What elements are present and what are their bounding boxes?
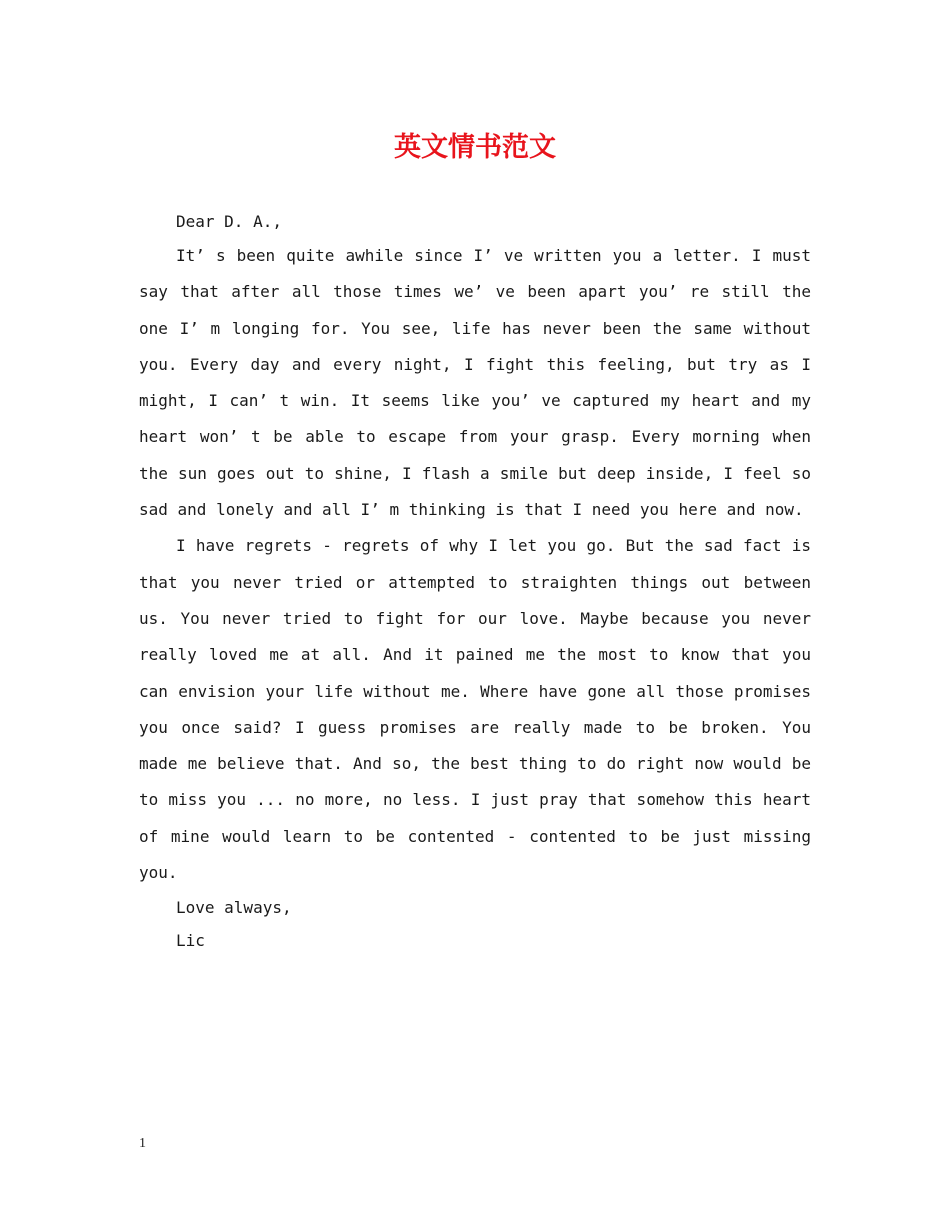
letter-paragraph: I have regrets - regrets of why I let you go. But the sad fact is that you never tried or attempted to straighten things out between us. You never tried to fight for our love. Maybe because you never really loved me at all. And it pained me the most to know that you can envision your life without me. Where have gone all those promises you once said? I guess promises are really made to be broken. You made me believe that. And so, the best thing to do right now would be to miss you ... no more, no less. I just pray that somehow this heart of mine would learn to be contented - contented to be just missing you. [139, 536, 811, 883]
document-title: 英文情书范文 [394, 132, 556, 163]
letter-paragraph: It’ s been quite awhile since I’ ve written you a letter. I must say that after all those times we’ ve been apart you’ re still the one I’ m longing for. You see, life has never been the same without you. Every day and every night, I fight this feeling, but try as I might, I can’ t win. It seems like you’ ve captured my heart and my heart won’ t be able to escape from your grasp. Every morning when the sun goes out to shine, I flash a smile but deep inside, I feel so sad and lonely and all I’ m thinking is that I need you here and now. [139, 246, 811, 520]
letter-salutation: Dear D. A., [176, 212, 282, 231]
page-number: 1 [139, 1136, 146, 1151]
letter-body [139, 205, 811, 957]
letter-closing: Love always, [176, 898, 292, 918]
letter-signature: Lic [176, 931, 205, 951]
